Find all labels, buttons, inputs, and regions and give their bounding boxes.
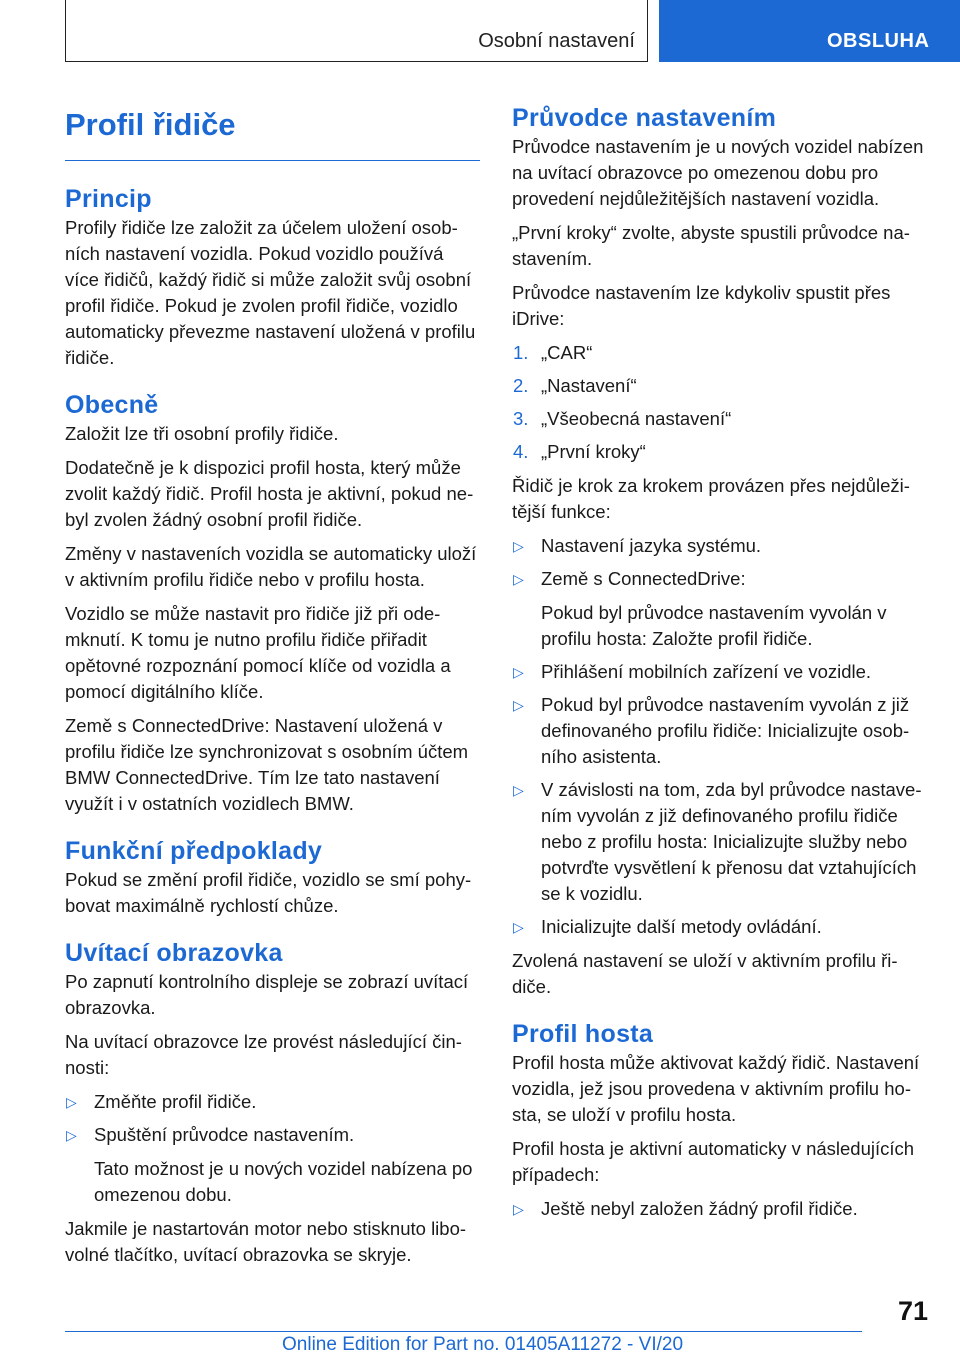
list-item-subtext: Pokud byl průvodce nastavením vyvolán v profilu hosta: Založte profil řidiče.	[541, 602, 887, 649]
list-item	[512, 566, 928, 652]
list-item-text: „Všeobecná nastavení“	[541, 408, 732, 429]
list-item	[512, 777, 928, 907]
list-item-text: Ještě nebyl založen žádný profil řidiče.	[541, 1198, 858, 1219]
header-section-label: Osobní nastavení	[478, 30, 635, 52]
list-item-text: Nastavení jazyka systému.	[541, 535, 762, 556]
numbered-list	[512, 340, 928, 465]
paragraph: Profil hosta je aktivní automaticky v následujících případech:	[512, 1138, 915, 1185]
paragraph: Změny v nastaveních vozidla se automaticky uloží v aktivním profilu řidiče nebo v profilu hosta.	[65, 543, 477, 590]
paragraph: Jakmile je nastartován motor nebo stisknuto libovolné tlačítko, uvítací obrazovka se skryje.	[65, 1218, 467, 1265]
list-item-text: V závislosti na tom, zda byl průvodce nastavením vyvolán z již definovaného profilu řidiče nebo z profilu hosta: Inicializujte služby nebo potvrďte vysvětlení k přenosu dat vztahujících se k vozidlu.	[541, 779, 922, 904]
title-divider	[65, 160, 480, 161]
list-item	[512, 659, 928, 685]
list-item-text: Země s ConnectedDrive:	[541, 568, 746, 589]
bullet-list	[512, 1196, 928, 1222]
list-item	[512, 914, 928, 940]
list-item	[512, 340, 928, 366]
triangle-bullet-icon: ▷	[513, 782, 524, 798]
right-column	[512, 100, 928, 1230]
paragraph: Dodatečně je k dispozici profil hosta, který může zvolit každý řidič. Profil hosta je aktivní, pokud nebyl zvolen žádný osobní profil řidiče.	[65, 457, 474, 530]
list-item	[512, 439, 928, 465]
list-item	[512, 1196, 928, 1222]
paragraph: Zvolená nastavení se uloží v aktivním profilu řidiče.	[512, 950, 898, 997]
left-column	[65, 100, 480, 1276]
header-chapter-label: OBSLUHA	[827, 30, 930, 52]
page-title: Profil řidiče	[65, 107, 236, 142]
section-heading: Funkční předpoklady	[65, 837, 323, 865]
section-host	[512, 1018, 928, 1222]
paragraph: „První kroky“ zvolte, abyste spustili průvodce nastavením.	[512, 222, 910, 269]
paragraph: Řidič je krok za krokem provázen přes nejdůležitější funkce:	[512, 475, 910, 522]
paragraph: Profil hosta může aktivovat každý řidič. Nastavení vozidla, jež jsou provedena v aktivním profilu hosta, se uloží v profilu hosta.	[512, 1052, 920, 1125]
list-item-text: „CAR“	[541, 342, 593, 363]
list-item-text: Pokud byl průvodce nastavením vyvolán z již definovaného profilu řidiče: Inicializujte osobního asistenta.	[541, 694, 910, 767]
triangle-bullet-icon: ▷	[513, 571, 524, 587]
paragraph: Po zapnutí kontrolního displeje se zobrazí uvítací obrazovka.	[65, 971, 469, 1018]
section-pruvodce	[512, 102, 928, 1000]
paragraph: Průvodce nastavením je u nových vozidel nabízen na uvítací obrazovce po omezenou dobu pro provedení nejdůležitějších nastavení vozidla.	[512, 136, 924, 209]
list-item	[512, 406, 928, 432]
list-item	[65, 1089, 480, 1115]
header-chapter-tab	[659, 0, 960, 62]
paragraph: Založit lze tři osobní profily řidiče.	[65, 423, 339, 444]
footer-edition: Online Edition for Part no. 01405A11272 - VI/20	[282, 1334, 684, 1355]
section-predpoklady	[65, 835, 480, 919]
triangle-bullet-icon: ▷	[513, 919, 524, 935]
triangle-bullet-icon: ▷	[513, 538, 524, 554]
list-item	[512, 373, 928, 399]
list-item	[512, 692, 928, 770]
triangle-bullet-icon: ▷	[513, 1201, 524, 1217]
section-heading: Princip	[65, 185, 152, 213]
list-item-text: Změňte profil řidiče.	[94, 1091, 257, 1112]
section-obecne	[65, 389, 480, 817]
list-item	[65, 1122, 480, 1208]
paragraph: Země s ConnectedDrive: Nastavení uložená v profilu řidiče lze synchronizovat s osobním účtem BMW ConnectedDrive. Tím lze tato nastavení využít i v ostatních vozidlech BMW.	[65, 715, 469, 814]
list-item-text: Přihlášení mobilních zařízení ve vozidle.	[541, 661, 872, 682]
list-item-text: Inicializujte další metody ovládání.	[541, 916, 822, 937]
triangle-bullet-icon: ▷	[513, 697, 524, 713]
footer-divider	[65, 1331, 862, 1332]
step-number: 2.	[513, 375, 529, 396]
paragraph: Pokud se změní profil řidiče, vozidlo se smí pohybovat maximálně rychlostí chůze.	[65, 869, 472, 916]
triangle-bullet-icon: ▷	[66, 1094, 77, 1110]
section-princip	[65, 183, 480, 371]
step-number: 4.	[513, 441, 529, 462]
list-item-text: „První kroky“	[541, 441, 646, 462]
bullet-list	[65, 1089, 480, 1208]
section-heading: Uvítací obrazovka	[65, 939, 283, 967]
section-heading: Průvodce nastavením	[512, 104, 777, 132]
triangle-bullet-icon: ▷	[66, 1127, 77, 1143]
paragraph: Vozidlo se může nastavit pro řidiče již při odemknutí. K tomu je nutno profilu řidiče přiřadit opětovné rozpoznání pomocí klíče od vozidla a pomocí digitálního klíče.	[65, 603, 451, 702]
header-section-tab	[65, 0, 648, 62]
triangle-bullet-icon: ▷	[513, 664, 524, 680]
section-uvitaci	[65, 937, 480, 1268]
section-heading: Profil hosta	[512, 1020, 654, 1048]
step-number: 1.	[513, 342, 529, 363]
list-item	[512, 533, 928, 559]
page-number: 71	[897, 1296, 928, 1326]
paragraph: Na uvítací obrazovce lze provést následující činnosti:	[65, 1031, 462, 1078]
bullet-list	[512, 533, 928, 940]
section-heading: Obecně	[65, 391, 159, 419]
paragraph: Profily řidiče lze založit za účelem uložení osobních nastavení vozidla. Pokud vozidlo používá více řidičů, každý řidič si může založit svůj osobní profil řidiče. Pokud je zvolen profil řidiče, vozidlo automaticky převezme nastavení uložená v profilu řidiče.	[65, 217, 476, 368]
list-item-text: „Nastavení“	[541, 375, 637, 396]
list-item-text: Spuštění průvodce nastavením.	[94, 1124, 355, 1145]
list-item-subtext: Tato možnost je u nových vozidel nabízena po omezenou dobu.	[94, 1158, 473, 1205]
step-number: 3.	[513, 408, 529, 429]
paragraph: Průvodce nastavením lze kdykoliv spustit přes iDrive:	[512, 282, 891, 329]
